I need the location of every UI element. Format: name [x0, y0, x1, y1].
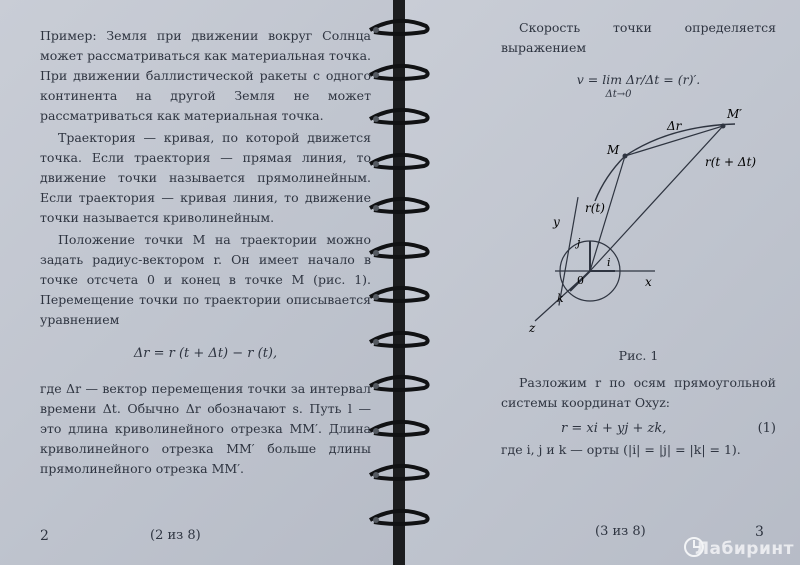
label-y: y [553, 215, 560, 229]
figure-caption: Рис. 1 [618, 348, 659, 363]
y-axis [559, 197, 578, 305]
spiral-ring [368, 330, 430, 350]
label-z: z [529, 321, 536, 335]
label-r-t-dt: r(t + Δt) [705, 155, 757, 169]
paragraph-trajectory: Траектория — кривая, по которой движется точка. Если траектория — прямая линия, то движение точки называется прямолинейным. Если траектория — кривая линия, то движение точки называется криволинейным. [40, 130, 371, 225]
spiral-ring [368, 285, 430, 305]
spiral-ring [368, 107, 430, 127]
paragraph-velocity: Скорость точки определяется выражением [501, 20, 776, 55]
watermark-text: Лабиринт [694, 539, 794, 559]
label-i: i [607, 256, 611, 269]
spiral-ring [368, 18, 430, 38]
spiral-ring [368, 374, 430, 394]
equation-1: r = xi + yj + zk, [561, 421, 667, 436]
point-M-prime [721, 124, 726, 129]
spiral-ring [368, 508, 430, 528]
label-r-t: r(t) [585, 201, 605, 215]
paragraph-orts: где i, j и k — орты (|i| = |j| = |k| = 1). [501, 442, 741, 457]
trajectory-curve-lower [595, 156, 625, 201]
paragraph-position: Положение точки M на траектории можно задать радиус-вектором r. Он имеет начало в точке отсчета 0 и конец в точке M (рис. 1). Перемещение точки по траектории описывается уравнением [40, 232, 371, 327]
page-number-left: 2 [40, 528, 49, 544]
label-origin: 0 [577, 274, 584, 287]
page-label-left: (2 из 8) [150, 528, 201, 543]
equation-number: (1) [757, 421, 776, 436]
spiral-ring [368, 152, 430, 172]
label-M-prime: M′ [727, 107, 743, 121]
displacement-formula: Δr = r (t + Δt) − r (t), [133, 346, 278, 361]
limit-subscript: Δt→0 [605, 89, 632, 100]
page-label-right: (3 из 8) [595, 524, 646, 539]
paragraph-decompose: Разложим r по осям прямоугольной системы координат Oxyz: [501, 375, 776, 410]
equation-1-row [501, 421, 776, 436]
velocity-formula: v = lim Δr/Δt = (r)′. [576, 72, 701, 87]
page-number-right: 3 [755, 524, 764, 540]
spiral-ring [368, 196, 430, 216]
spiral-ring [368, 419, 430, 439]
figure-1-diagram [495, 106, 770, 346]
spiral-ring [368, 63, 430, 83]
left-page [0, 0, 393, 565]
label-x: x [645, 275, 652, 289]
spiral-ring [368, 463, 430, 483]
paragraph-displacement: где Δr — вектор перемещения точки за интервал времени Δt. Обычно Δr обозначают s. Путь l — это длина криволинейного отрезка MM′. Длина криволинейного отрезка MM′ больше длины прямолинейного отрезка MM′. [40, 381, 371, 476]
label-k: k [557, 292, 564, 305]
paragraph-example: Пример: Земля при движении вокруг Солнца может рассматриваться как материальная точка. При движении баллистической ракеты с одного континента на другой Земля не может рассматриваться как материальная точка. [40, 28, 371, 123]
point-M [623, 154, 628, 159]
right-page [405, 0, 800, 565]
spiral-ring [368, 241, 430, 261]
label-M: M [607, 143, 620, 157]
label-j: j [577, 236, 581, 249]
label-delta-r: Δr [667, 119, 682, 133]
